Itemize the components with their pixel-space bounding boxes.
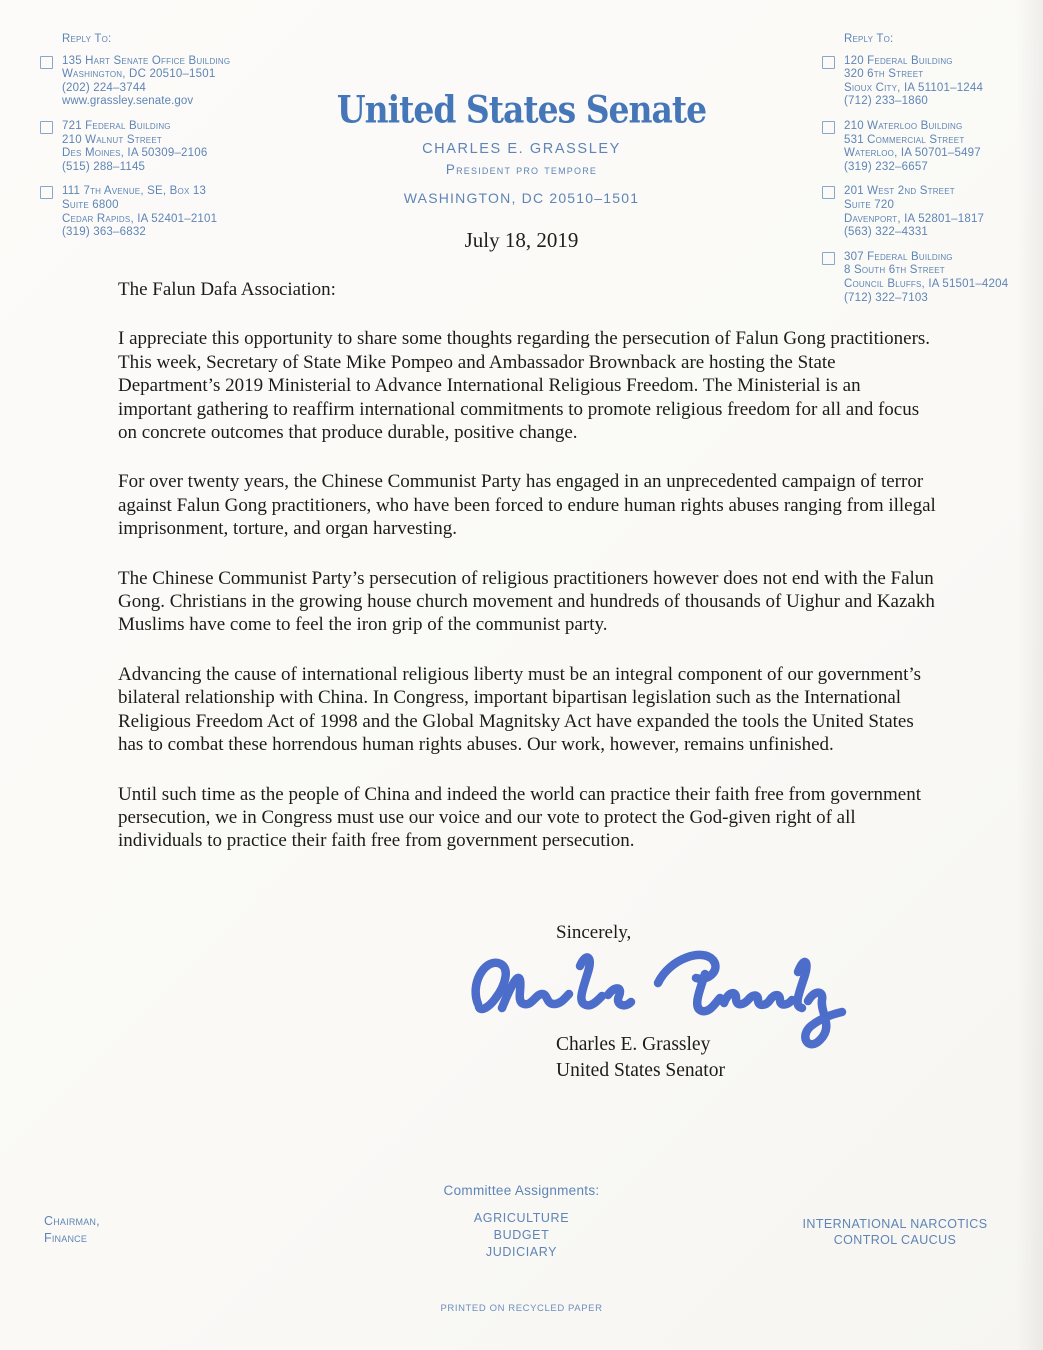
address-line: 320 6th Street	[844, 68, 924, 81]
valediction: Sincerely,	[556, 922, 632, 943]
address-line: Sioux City, IA 51101–1244	[844, 81, 984, 94]
address-line: Cedar Rapids, IA 52401–2101	[62, 212, 218, 225]
committee-item: AGRICULTURE	[473, 1211, 570, 1225]
address-line: (202) 224–3744	[62, 81, 147, 94]
salutation: The Falun Dafa Association:	[118, 279, 336, 300]
checkbox-icon	[40, 56, 53, 69]
paragraph-1: I appreciate this opportunity to share some thoughts regarding the persecution of Falun Gong practitioners. This week, Secretary of State Mike Pompeo and Ambassador Brownback are hosting the State Department’s 2019 Ministerial to Advance International Religious Freedom. The Ministerial is an important gathering to reaffirm international commitments to promote religious freedom for all and focus on concrete outcomes that produce durable, positive change.	[118, 328, 931, 444]
paragraph-5: Until such time as the people of China and indeed the world can practice their faith free from government persecution, we in Congress must use our voice and our vote to protect the God-given right of all individuals to practice their faith free from government persecution.	[118, 783, 921, 852]
address-line: 531 Commercial Street	[844, 133, 965, 146]
reply-to-header: Reply To:	[844, 33, 894, 45]
checkbox-icon	[822, 186, 835, 199]
checkbox-icon	[40, 186, 53, 199]
address-line: 210 Waterloo Building	[844, 119, 963, 132]
reply-to-header: Reply To:	[62, 33, 112, 45]
address-line: 120 Federal Building	[844, 54, 953, 67]
committee-item: BUDGET	[493, 1228, 550, 1242]
senator-name: CHARLES E. GRASSLEY	[422, 141, 621, 157]
address-line: Des Moines, IA 50309–2106	[62, 147, 208, 160]
committee-assignments-header: Committee Assignments:	[443, 1183, 600, 1198]
address-line: Davenport, IA 52801–1817	[844, 212, 985, 225]
paragraph-2: For over twenty years, the Chinese Communist Party has engaged in an unprecedented campaign of terror against Falun Gong practitioners, who have been forced to endure human rights abuses ranging from illegal imprisonment, torture, and organ harvesting.	[118, 471, 936, 540]
paragraph-4: Advancing the cause of international religious liberty must be an integral component of our government’s bilateral relationship with China. In Congress, important bipartisan legislation such as the International Religious Freedom Act of 1998 and the Global Magnitsky Act have expanded the tools the United States has to combat these horrendous human rights abuses. Our work, however, remains unfinished.	[118, 663, 922, 756]
senator-role: President pro tempore	[445, 162, 598, 177]
address-line: (563) 322–4331	[844, 226, 929, 239]
office-address-lines	[844, 55, 1037, 109]
typed-name: Charles E. Grassley	[556, 1034, 711, 1055]
address-line: 210 Walnut Street	[62, 133, 162, 146]
address-line: (712) 233–1860	[844, 95, 929, 108]
caucus-line: INTERNATIONAL NARCOTICS	[802, 1217, 988, 1231]
letter-date: July 18, 2019	[464, 228, 579, 252]
senate-letterhead-title: United States Senate	[336, 88, 707, 132]
letterhead	[250, 88, 793, 206]
caucus-line: CONTROL CAUCUS	[833, 1232, 957, 1247]
letterhead-address: WASHINGTON, DC 20510–1501	[403, 190, 640, 206]
website-url: www.grassley.senate.gov	[62, 95, 194, 108]
finance-label: Finance	[44, 1230, 88, 1245]
address-line: (712) 322–7103	[844, 291, 929, 304]
letter-body	[118, 278, 936, 879]
address-line: (319) 363–6832	[62, 226, 147, 239]
address-line: Suite 720	[844, 198, 895, 211]
typed-title: United States Senator	[556, 1060, 725, 1081]
address-line: (515) 288–1145	[62, 160, 146, 173]
paragraph-3: The Chinese Communist Party’s persecution of religious practitioners however does not end with the Falun Gong. Christians in the growing house church movement and hundreds of thousands of Uighur and Kazakh Muslims have come to feel the iron grip of the communist party.	[118, 567, 935, 636]
checkbox-icon	[822, 252, 835, 265]
address-line: 721 Federal Building	[62, 119, 171, 132]
reply-to-right-column	[822, 33, 1037, 316]
address-line: 307 Federal Building	[844, 250, 953, 263]
address-line: 201 West 2nd Street	[844, 185, 955, 198]
address-line: Waterloo, IA 50701–5497	[844, 147, 981, 160]
address-line: Suite 6800	[62, 198, 119, 211]
committee-item: JUDICIARY	[485, 1245, 558, 1259]
address-line: 135 Hart Senate Office Building	[62, 54, 231, 67]
chairman-label: Chairman,	[44, 1214, 100, 1228]
address-line: 111 7th Avenue, SE, Box 13	[62, 185, 207, 198]
office-address-waterloo	[822, 120, 1037, 174]
address-line: (319) 232–6657	[844, 160, 929, 173]
recycled-paper-note: PRINTED ON RECYCLED PAPER	[440, 1303, 603, 1314]
checkbox-icon	[822, 121, 835, 134]
address-line: Washington, DC 20510–1501	[62, 68, 216, 81]
checkbox-icon	[822, 56, 835, 69]
office-address-lines	[844, 120, 1037, 174]
checkbox-icon	[40, 121, 53, 134]
office-address-sioux-city	[822, 55, 1037, 109]
typed-signature-block	[556, 1032, 725, 1084]
caucus-block	[760, 1217, 1030, 1248]
address-line: 8 South 6th Street	[844, 264, 945, 277]
address-line: Council Bluffs, IA 51501–4204	[844, 277, 1009, 290]
